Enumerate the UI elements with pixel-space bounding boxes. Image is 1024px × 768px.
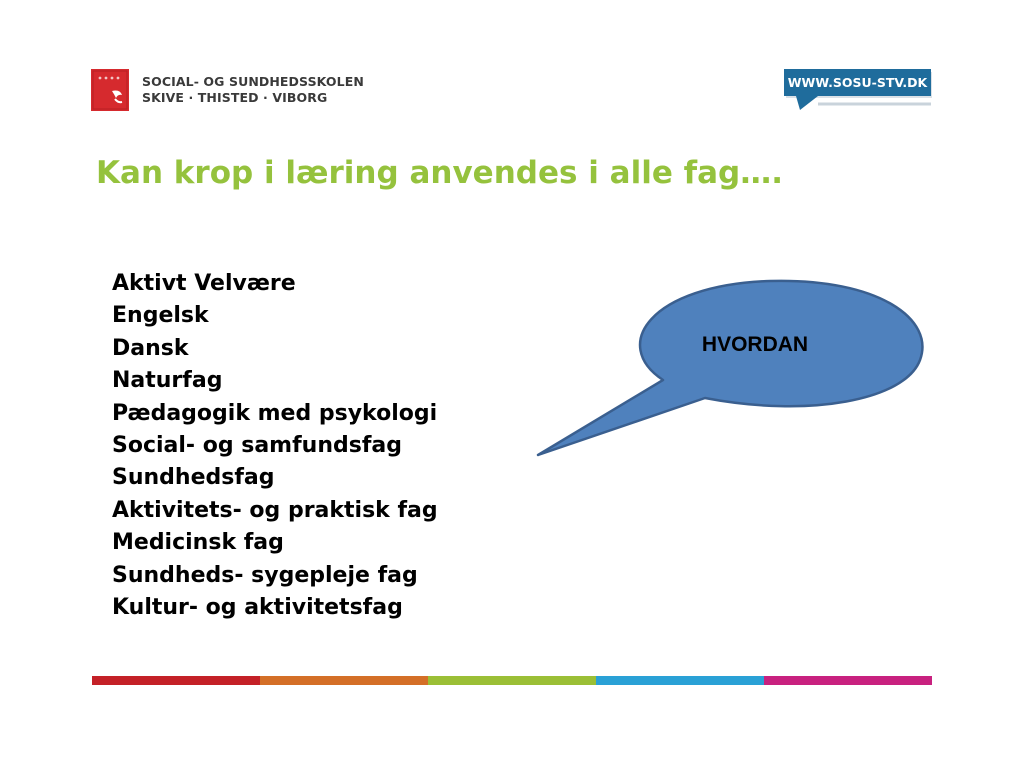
school-logo-icon bbox=[91, 69, 129, 111]
subject-list bbox=[112, 268, 438, 624]
stripe-segment-red bbox=[92, 676, 260, 685]
list-item: Aktivitets- og praktisk fag bbox=[112, 497, 438, 523]
list-item: Kultur- og aktivitetsfag bbox=[112, 595, 403, 621]
stripe-segment-blue bbox=[596, 676, 764, 685]
stripe-segment-magenta bbox=[764, 676, 932, 685]
footer-color-stripe bbox=[92, 676, 932, 685]
list-item: Medicinsk fag bbox=[112, 530, 284, 556]
stripe-segment-orange bbox=[260, 676, 428, 685]
school-name-line1: SOCIAL- OG SUNDHEDSSKOLEN bbox=[142, 74, 364, 89]
list-item: Social- og samfundsfag bbox=[112, 433, 403, 459]
list-item: Engelsk bbox=[112, 303, 209, 329]
list-item: Dansk bbox=[112, 335, 189, 361]
speech-bubble bbox=[530, 275, 930, 465]
school-name bbox=[142, 74, 364, 106]
slide-title: Kan krop i læring anvendes i alle fag…. bbox=[96, 155, 784, 191]
list-item: Aktivt Velvære bbox=[112, 271, 296, 296]
school-name-line2: SKIVE · THISTED · VIBORG bbox=[142, 90, 328, 105]
list-item: Sundheds- sygepleje fag bbox=[112, 562, 418, 588]
list-item: Naturfag bbox=[112, 368, 223, 394]
stripe-segment-green bbox=[428, 676, 596, 685]
list-item: Sundhedsfag bbox=[112, 465, 275, 491]
website-url[interactable]: WWW.SOSU-STV.DK bbox=[787, 75, 928, 90]
bubble-label: HVORDAN bbox=[701, 333, 809, 356]
speech-bubble-shape bbox=[538, 281, 922, 455]
school-logo bbox=[91, 69, 364, 113]
list-item: Pædagogik med psykologi bbox=[112, 400, 438, 426]
